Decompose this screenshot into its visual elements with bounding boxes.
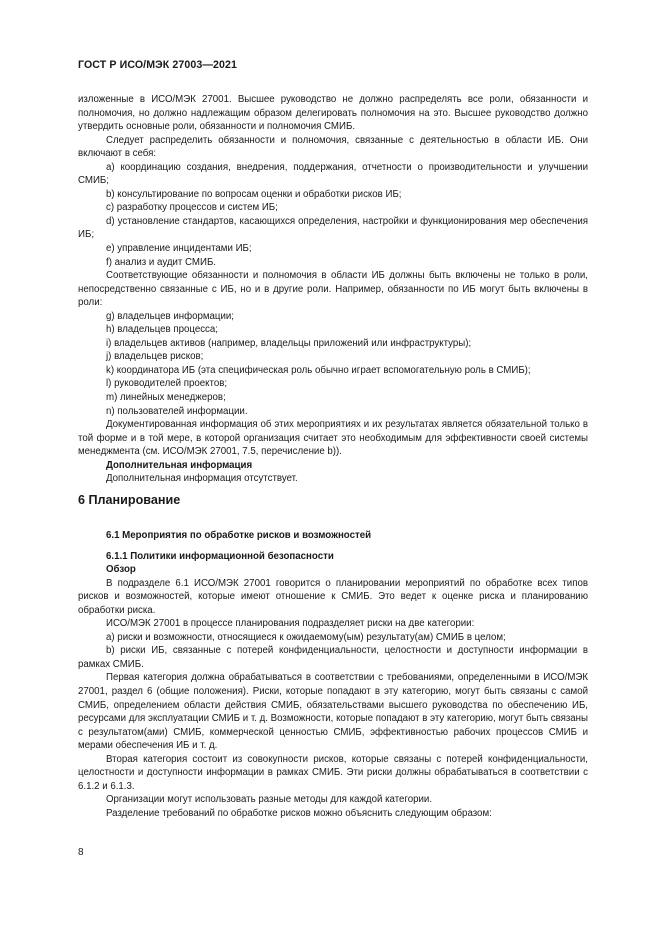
list-item: a) риски и возможности, относящиеся к ожидаемому(ым) результату(ам) СМИБ в целом; [106, 631, 506, 643]
paragraph: Разделение требований по обработке рисков можно объяснить следующим образом: [106, 807, 492, 819]
list-item: d) установление стандартов, касающихся определения, настройки и функционирования мер обеспечения ИБ; [78, 215, 588, 241]
paragraph: Документированная информация об этих мероприятиях и их результатах является обязательной только в той форме и в той мере, в которой организация считает это необходимым для эффективности своей системы менеджмента (см. ИСО/МЭК 27001, 7.5, перечисление b)). [78, 419, 588, 458]
paragraph: Следует распределить обязанности и полномочия, связанные с деятельностью в области ИБ. Они включают в себя: [78, 134, 588, 160]
section-5-3-continuation [78, 93, 588, 486]
list-item: n) пользователей информации. [106, 405, 248, 417]
list-item: l) руководителей проектов; [106, 378, 228, 390]
list-item: m) линейных менеджеров; [106, 392, 226, 404]
list-item: b) риски ИБ, связанные с потерей конфиденциальности, целостности и доступности информации в рамках СМИБ. [78, 645, 588, 670]
subsection-6-1-heading: 6.1 Мероприятия по обработке рисков и возможностей [106, 530, 372, 541]
list-item: e) управление инцидентами ИБ; [106, 243, 252, 255]
list-item: k) координатора ИБ (эта специфическая роль обычно играет вспомогательную роль в СМИБ); [106, 364, 531, 376]
paragraph: Дополнительная информация отсутствует. [106, 473, 298, 485]
paragraph: Организации могут использовать разные методы для каждой категории. [106, 794, 433, 806]
list-item: i) владельцев активов (например, владельцы приложений или инфраструктуры); [106, 337, 472, 349]
paragraph: В подразделе 6.1 ИСО/МЭК 27001 говорится о планировании мероприятий по обработке всех типов рисков и возможностей, которые имеют отношение к СМИБ. Это ведет к оценке риска и планированию обработки риска. [78, 577, 588, 616]
extra-info-heading: Дополнительная информация [106, 459, 253, 471]
list-item: j) владельцев рисков; [106, 351, 204, 363]
list-item: g) владельцев информации; [106, 310, 234, 322]
paragraph: Вторая категория состоит из совокупности рисков, которые связаны с потерей конфиденциальности, целостности и доступности информации в рамках СМИБ. Эти риски должны обрабатываться в соответствии с 6.1.2 и 6.1.3. [78, 753, 588, 792]
page-number: 8 [78, 847, 84, 858]
list-item: a) координацию создания, внедрения, поддержания, отчетности о производительности и улучшении СМИБ; [78, 161, 588, 187]
overview-heading: Обзор [106, 564, 136, 576]
paragraph: изложенные в ИСО/МЭК 27001. Высшее руководство не должно распределять все роли, обязанности и полномочия, но должно надлежащим образом делегировать полномочия на это. Высшее руководство должно утвердить основные роли, обязанности и полномочия СМИБ. [78, 94, 588, 133]
list-item: h) владельцев процесса; [106, 324, 218, 336]
list-item: f) анализ и аудит СМИБ. [106, 256, 216, 268]
paragraph: Первая категория должна обрабатываться в соответствии с требованиями, определенными в ИСО/МЭК 27001, раздел 6 (общие положения). Риски, которые попадают в эту категорию, могут быть связаны с самой СМИБ, определением области действия СМИБ, обязательствами высшего руководства по обеспечению ИБ, ресурсами для эксплуатации СМИБ и т. д. Возможности, которые попадают в эту категорию, могут быть связаны с результатом(ами) СМИБ, коммерческой ценностью СМИБ, эффективностью рабочих процессов СМИБ и мерами обеспечения ИБ и т. д. [78, 672, 588, 752]
list-item: b) консультирование по вопросам оценки и обработки рисков ИБ; [106, 188, 402, 200]
subsection-6-1-1-heading: 6.1.1 Политики информационной безопасности [106, 550, 334, 562]
section-6-1-body [78, 529, 588, 820]
list-item: c) разработку процессов и систем ИБ; [106, 202, 278, 214]
paragraph: Соответствующие обязанности и полномочия в области ИБ должны быть включены не только в роли, непосредственно связанные с ИБ, но и в другие роли. Например, обязанности по ИБ могут быть включены в роли: [78, 270, 588, 309]
running-header: ГОСТ Р ИСО/МЭК 27003—2021 [78, 59, 237, 71]
spacer [78, 543, 588, 550]
paragraph: ИСО/МЭК 27001 в процессе планирования подразделяет риски на две категории: [106, 618, 475, 630]
section-6-heading: 6 Планирование [78, 493, 181, 507]
